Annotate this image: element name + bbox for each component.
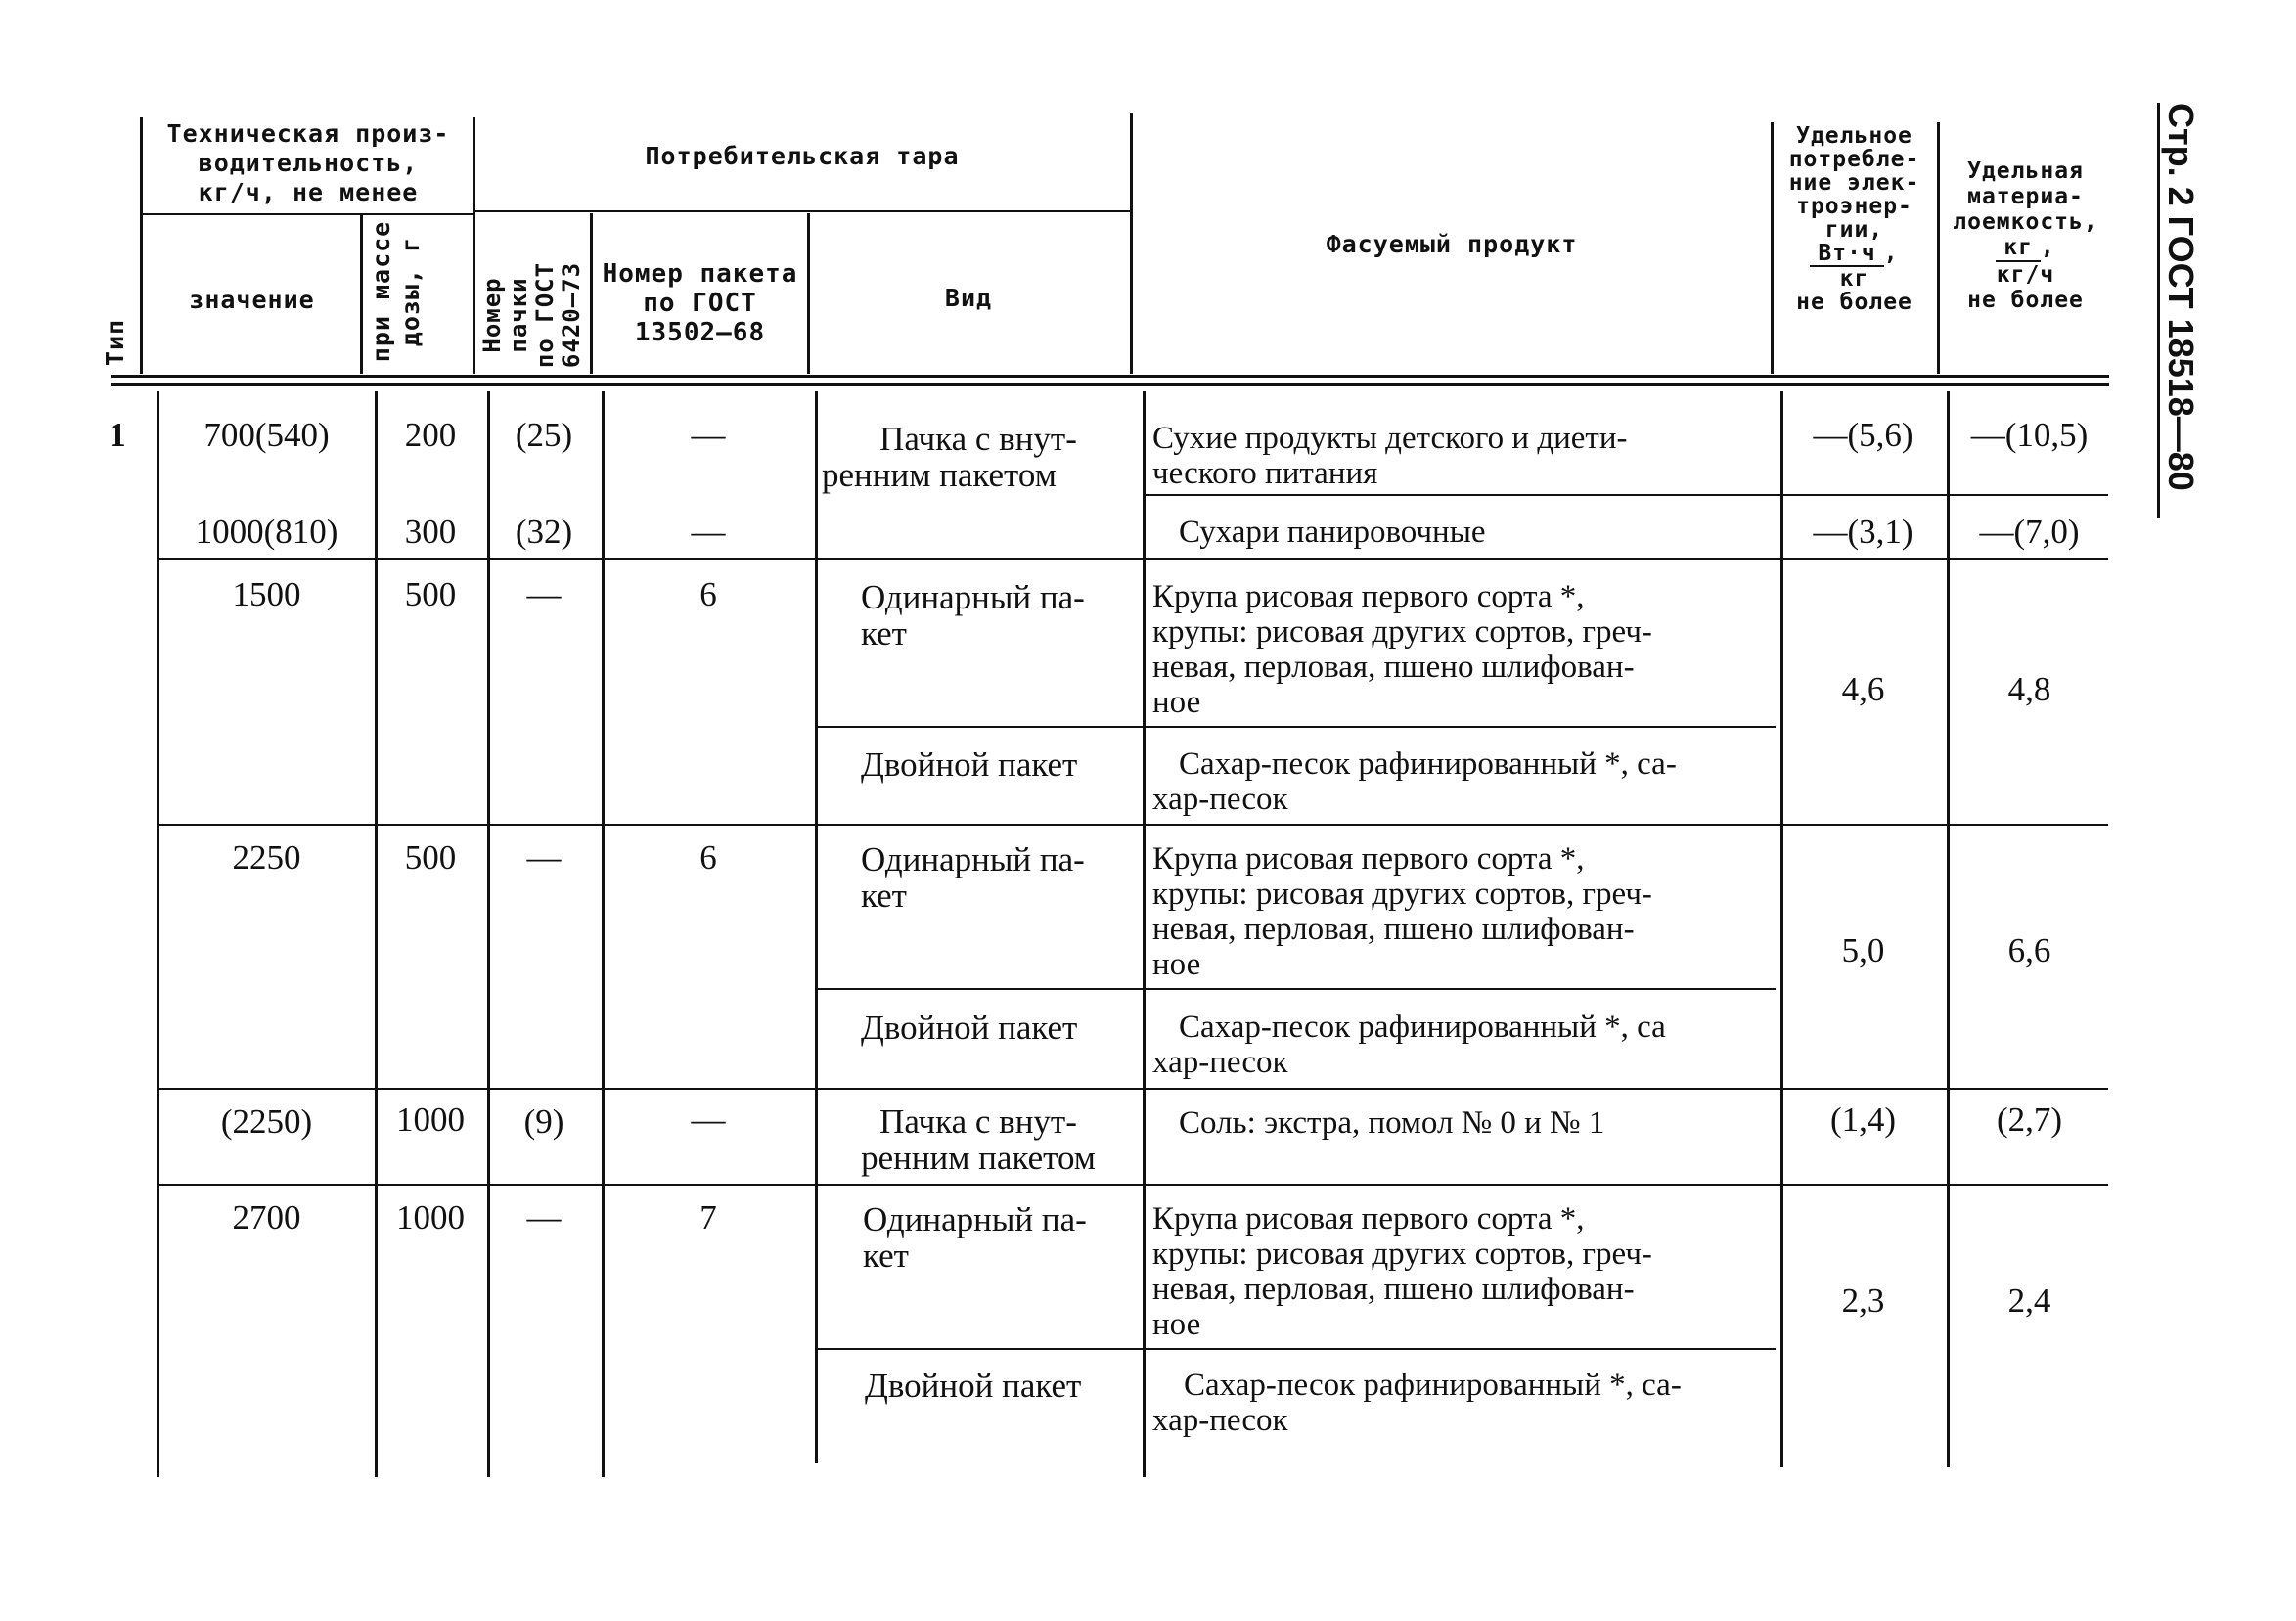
table-cell-massa: 500 <box>404 575 457 613</box>
table-cell-massa: 500 <box>404 838 457 877</box>
rule <box>815 391 818 1463</box>
table-cell-vid: Пачка с внут- ренним пакетом <box>822 420 1077 494</box>
side-rule <box>2157 103 2160 518</box>
table-cell-vid: Двойной пакет <box>861 745 1078 784</box>
table-cell-znachenie: 2250 <box>232 838 301 877</box>
table-cell-znachenie: 2700 <box>232 1198 301 1237</box>
table-cell-product: Крупа рисовая первого сорта *, крупы: рисовая других сортов, греч- невая, перловая, пшено шлифован- ное <box>1152 1201 1652 1342</box>
rule <box>807 213 810 374</box>
header-fasuemyi: Фасуемый продукт <box>1326 230 1578 258</box>
table-cell-product: Сахар-песок рафинированный *, са хар-песок <box>1152 1010 1666 1080</box>
header-bottom-rule <box>111 383 2109 386</box>
rule <box>817 988 1776 990</box>
rule <box>473 117 475 374</box>
table-cell-paket: 6 <box>699 838 717 877</box>
header-nomer-pachki: Номер пачки по ГОСТ 6420—73 <box>478 261 585 369</box>
table-cell-mat: —(10,5) <box>1970 416 2089 454</box>
table-cell-mat: 2,4 <box>2007 1282 2051 1320</box>
rule <box>487 391 490 1477</box>
table-cell-vid: Двойной пакет <box>861 1009 1078 1047</box>
table-cell-znachenie: 1000(810) <box>195 513 338 551</box>
table-cell-energ: —(3,1) <box>1813 513 1913 551</box>
page-running-header: Стр. 2 ГОСТ 18518—80 <box>2161 103 2201 491</box>
rule <box>817 1348 1776 1350</box>
table-cell-product: Сахар-песок рафинированный *, са- хар-песок <box>1152 746 1677 817</box>
rule <box>817 726 1776 728</box>
rule <box>375 391 378 1477</box>
tip-value: 1 <box>109 416 126 454</box>
table-cell-paket: — <box>691 513 726 551</box>
header-nomer-paketa: Номер пакета по ГОСТ 13502—68 <box>602 259 798 347</box>
table-cell-vid: Одинарный па- кет <box>861 578 1085 653</box>
table-cell-paket: — <box>691 1101 726 1139</box>
rule <box>474 210 1132 212</box>
rule <box>1130 113 1133 374</box>
table-cell-product: Соль: экстра, помол № 0 и № 1 <box>1179 1105 1605 1141</box>
table-cell-energ: (1,4) <box>1829 1101 1897 1139</box>
table-cell-vid: Двойной пакет <box>865 1367 1082 1405</box>
header-znachenie: значение <box>189 286 315 314</box>
table-cell-pachka: — <box>526 1198 562 1237</box>
table-cell-vid: Пачка с внут- ренним пакетом <box>861 1103 1096 1177</box>
table-cell-pachka: (9) <box>523 1103 564 1141</box>
table-cell-massa: 200 <box>404 416 457 454</box>
header-vid: Вид <box>944 284 993 312</box>
rule <box>602 391 605 1477</box>
table-cell-znachenie: (2250) <box>220 1103 313 1141</box>
table-cell-massa: 300 <box>404 513 457 551</box>
table-cell-paket: — <box>691 416 726 454</box>
header-udel-mat: Удельная материа- лоемкость, кг , кг/ч не более <box>1953 158 2098 313</box>
table-cell-vid: Одинарный па- кет <box>861 840 1085 915</box>
table-cell-product: Крупа рисовая первого сорта *, крупы: рисовая других сортов, греч- невая, перловая, пшено шлифован- ное <box>1152 841 1652 982</box>
table-cell-energ: —(5,6) <box>1813 416 1913 454</box>
rule <box>157 391 159 1477</box>
table-cell-massa: 1000 <box>396 1198 465 1237</box>
table-cell-mat: 4,8 <box>2007 670 2051 708</box>
rule <box>590 213 593 374</box>
table-cell-pachka: (25) <box>515 416 573 454</box>
rule <box>159 558 2108 560</box>
rule <box>159 824 2108 826</box>
table-cell-mat: —(7,0) <box>1979 513 2080 551</box>
table-cell-mat: (2,7) <box>1996 1101 2063 1139</box>
header-tip: Тип <box>101 318 129 367</box>
table-cell-znachenie: 700(540) <box>203 416 330 454</box>
header-bottom-rule <box>111 375 2109 378</box>
header-pri-masse: при массе дозы, г <box>367 220 425 363</box>
table-cell-product: Сахар-песок рафинированный *, са- хар-песок <box>1152 1368 1682 1438</box>
header-potreb-tara: Потребительская тара <box>645 142 960 170</box>
table-cell-product: Сухари панировочные <box>1179 515 1486 550</box>
header-udel-energ: Удельное потребле- ние элек- троэнер- гии, Вт·ч , кг не более <box>1788 123 1920 315</box>
rule <box>159 1184 2108 1186</box>
rule <box>159 1088 2108 1090</box>
rule <box>1143 391 1146 1477</box>
rule <box>360 215 363 374</box>
table-cell-pachka: — <box>526 575 562 613</box>
header-tech-prod: Техническая произ- водительность, кг/ч, не менее <box>166 119 450 206</box>
table-cell-product: Сухие продукты детского и диети- ческого питания <box>1152 421 1628 491</box>
table-cell-energ: 4,6 <box>1841 670 1885 708</box>
rule <box>1145 494 2108 496</box>
table-cell-paket: 6 <box>699 575 717 613</box>
table-cell-znachenie: 1500 <box>232 575 301 613</box>
table-cell-energ: 2,3 <box>1841 1282 1885 1320</box>
table-cell-pachka: (32) <box>515 513 573 551</box>
rule <box>140 117 143 374</box>
table-cell-massa: 1000 <box>396 1101 465 1139</box>
table-cell-pachka: — <box>526 838 562 877</box>
table-cell-product: Крупа рисовая первого сорта *, крупы: рисовая других сортов, греч- невая, перловая, пшено шлифован- ное <box>1152 579 1652 720</box>
table-cell-paket: 7 <box>699 1198 717 1237</box>
table-cell-vid: Одинарный па- кет <box>863 1200 1087 1275</box>
table-cell-energ: 5,0 <box>1841 931 1885 969</box>
table-cell-mat: 6,6 <box>2007 931 2051 969</box>
